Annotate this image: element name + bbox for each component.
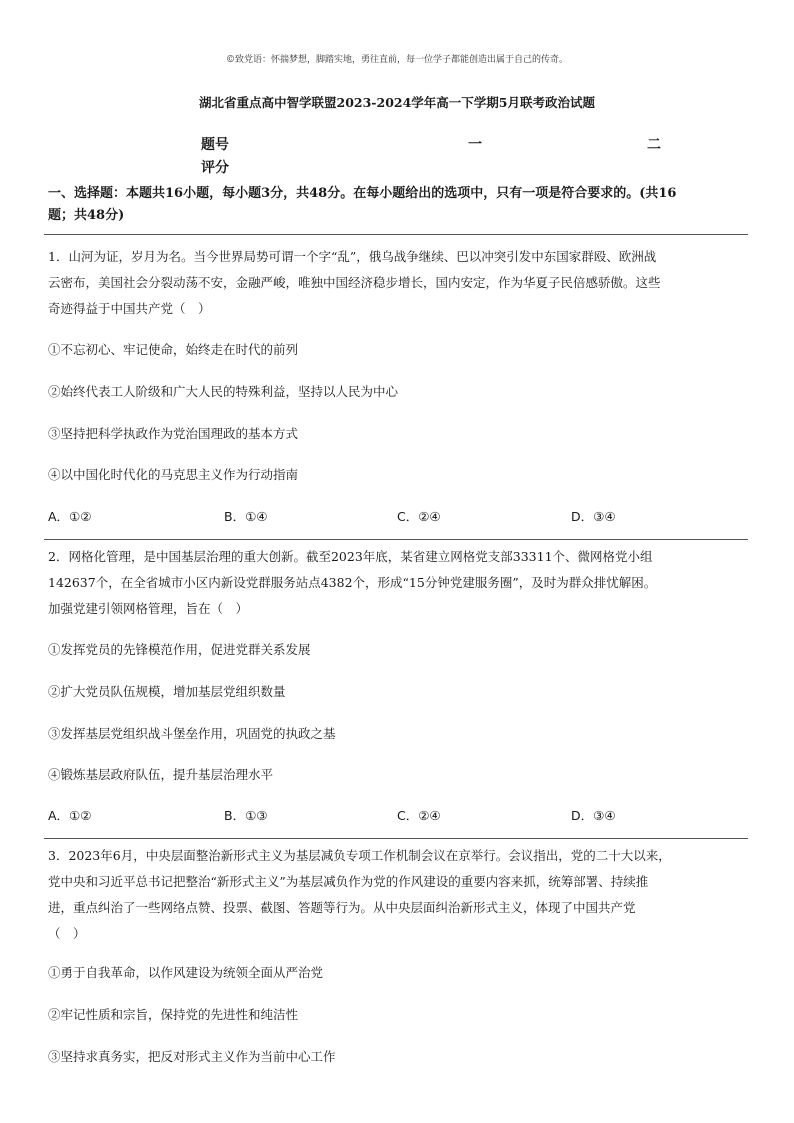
divider <box>44 838 748 839</box>
question-1-option-1: ①不忘初心、牢记使命，始终走在时代的前列 <box>48 342 299 357</box>
score-table-label-score: 评分 <box>201 160 229 176</box>
question-1-choice-b[interactable]: B．①④ <box>224 509 268 524</box>
question-1-choice-a[interactable]: A．①② <box>48 509 92 524</box>
stem-line: 142637个，在全省城市小区内新设党群服务站点4382个，形成“15分钟党建服务圈”，及时为群众排忧解困。 <box>48 575 657 590</box>
stem-line: 2．网格化管理，是中国基层治理的重大创新。截至2023年底，某省建立网格党支部33311个、微网格党小组 <box>48 549 653 564</box>
question-1-choice-d[interactable]: D．③④ <box>571 509 616 524</box>
header-motto: ©致党语：怀揣梦想，脚踏实地，勇往直前，每一位学子都能创造出属于自己的传奇。 <box>225 55 568 65</box>
question-3-option-2: ②牢记性质和宗旨，保持党的先进性和纯洁性 <box>48 1007 299 1022</box>
stem-line: 云密布，美国社会分裂动荡不安，金融严峻，唯独中国经济稳步增长，国内安定，作为华夏子民倍感骄傲。这些 <box>48 275 661 290</box>
question-2-choice-c[interactable]: C．②④ <box>397 808 441 823</box>
question-2-choice-b[interactable]: B．①③ <box>224 808 268 823</box>
question-3-option-1: ①勇于自我革命，以作风建设为统领全面从严治党 <box>48 965 324 980</box>
stem-line: 奇迹得益于中国共产党（ ） <box>48 301 211 316</box>
question-2-option-4: ④锻炼基层政府队伍，提升基层治理水平 <box>48 767 274 782</box>
question-1-choice-c[interactable]: C．②④ <box>397 509 441 524</box>
stem-line: 3．2023年6月，中央层面整治新形式主义为基层减负专项工作机制会议在京举行。会议指出，党的二十大以来， <box>48 848 671 863</box>
section-heading-line-2: 题；共48分) <box>48 208 125 223</box>
question-2-stem <box>48 544 748 622</box>
question-2-choice-d[interactable]: D．③④ <box>571 808 616 823</box>
stem-line: 加强党建引领网格管理，旨在（ ） <box>48 601 249 616</box>
question-1-option-3: ③坚持把科学执政作为党治国理政的基本方式 <box>48 426 299 441</box>
stem-line: （ ） <box>48 926 86 941</box>
question-1-stem <box>48 244 748 322</box>
section-heading <box>48 183 748 227</box>
score-table <box>0 132 794 177</box>
question-2-option-2: ②扩大党员队伍规模，增加基层党组织数量 <box>48 684 286 699</box>
divider <box>44 539 748 540</box>
question-1-option-4: ④以中国化时代化的马克思主义作为行动指南 <box>48 467 299 482</box>
exam-title: 湖北省重点高中智学联盟2023-2024学年高一下学期5月联考政治试题 <box>199 95 595 110</box>
stem-line: 党中央和习近平总书记把整治“新形式主义”为基层减负作为党的作风建设的重要内容来抓，统筹部署、持续推 <box>48 874 649 889</box>
question-2-option-3: ③发挥基层党组织战斗堡垒作用，巩固党的执政之基 <box>48 726 336 741</box>
question-3-stem <box>48 843 748 947</box>
score-table-col-2: 二 <box>647 137 661 153</box>
score-table-col-1: 一 <box>468 137 482 153</box>
question-2-choice-a[interactable]: A．①② <box>48 808 92 823</box>
question-2-option-1: ①发挥党员的先锋模范作用，促进党群关系发展 <box>48 642 311 657</box>
divider <box>44 234 748 235</box>
section-heading-line-1: 一、选择题：本题共16小题，每小题3分，共48分。在每小题给出的选项中，只有一项是符合要求的。(共16 <box>48 186 677 201</box>
question-1-option-2: ②始终代表工人阶级和广大人民的特殊利益，坚持以人民为中心 <box>48 384 399 399</box>
question-3-option-3: ③坚持求真务实，把反对形式主义作为当前中心工作 <box>48 1049 336 1064</box>
stem-line: 1．山河为证，岁月为名。当今世界局势可谓一个字“乱”，俄乌战争继续、巴以冲突引发中东国家群殴、欧洲战 <box>48 249 657 264</box>
stem-line: 进，重点纠治了一些网络点赞、投票、截图、答题等行为。从中央层面纠治新形式主义，体现了中国共产党 <box>48 900 636 915</box>
score-table-label-question-number: 题号 <box>201 137 229 153</box>
